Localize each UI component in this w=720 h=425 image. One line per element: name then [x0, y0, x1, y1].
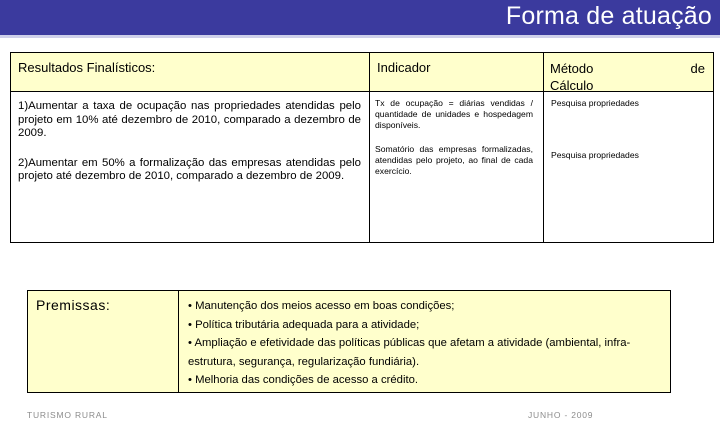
page-title: Forma de atuação — [505, 2, 712, 30]
header-metodo-word2: de — [690, 61, 705, 76]
premissas-list — [179, 290, 671, 393]
column-indicador — [370, 92, 544, 242]
premissas-label: Premissas: — [36, 297, 111, 313]
column-resultados — [11, 92, 370, 242]
header-metodo-word3: Cálculo — [550, 78, 594, 93]
footer-left-text: TURISMO RURAL — [27, 410, 108, 420]
indicador-item: Tx de ocupação = diárias vendidas / quantidade de unidades e hospedagem disponíveis. — [375, 98, 533, 131]
premissa-item: • Política tributária adequada para a atividade; — [188, 318, 420, 331]
resultado-item: 2)Aumentar em 50% a formalização das empresas atendidas pelo projeto até dezembro de 2010, comparado a dezembro de 2009. — [18, 156, 361, 182]
header-metodo — [544, 53, 713, 92]
metodo-item: Pesquisa propriedades — [551, 98, 639, 108]
column-metodo — [544, 92, 713, 242]
header-indicador-label: Indicador — [377, 60, 431, 75]
footer-right-text: JUNHO - 2009 — [528, 410, 594, 420]
premissa-item: • Manutenção dos meios acesso em boas condições; — [188, 300, 455, 312]
header-divider — [0, 35, 720, 38]
metodo-item: Pesquisa propriedades — [551, 150, 639, 160]
indicador-item: Somatório das empresas formalizadas, atendidas pelo projeto, ao final de cada exercício. — [375, 143, 533, 177]
header-resultados — [11, 53, 370, 92]
header-resultados-label: Resultados Finalísticos: — [18, 60, 156, 75]
premissa-item: • Ampliação e efetividade das políticas públicas que afetam a atividade (ambiental, infra-estrutura, segurança, regularização fundiária). — [188, 337, 631, 368]
header-indicador — [370, 53, 544, 92]
resultado-item: 1)Aumentar a taxa de ocupação nas propriedades atendidas pelo projeto em 10% até dezembro de 2010, comparado a dezembro de 2009. — [18, 100, 361, 139]
results-table — [10, 52, 714, 243]
header-metodo-word1: Método — [550, 61, 594, 76]
premissa-item: • Melhoria das condições de acesso a crédito. — [188, 374, 419, 387]
premissas-label-box — [27, 290, 179, 393]
